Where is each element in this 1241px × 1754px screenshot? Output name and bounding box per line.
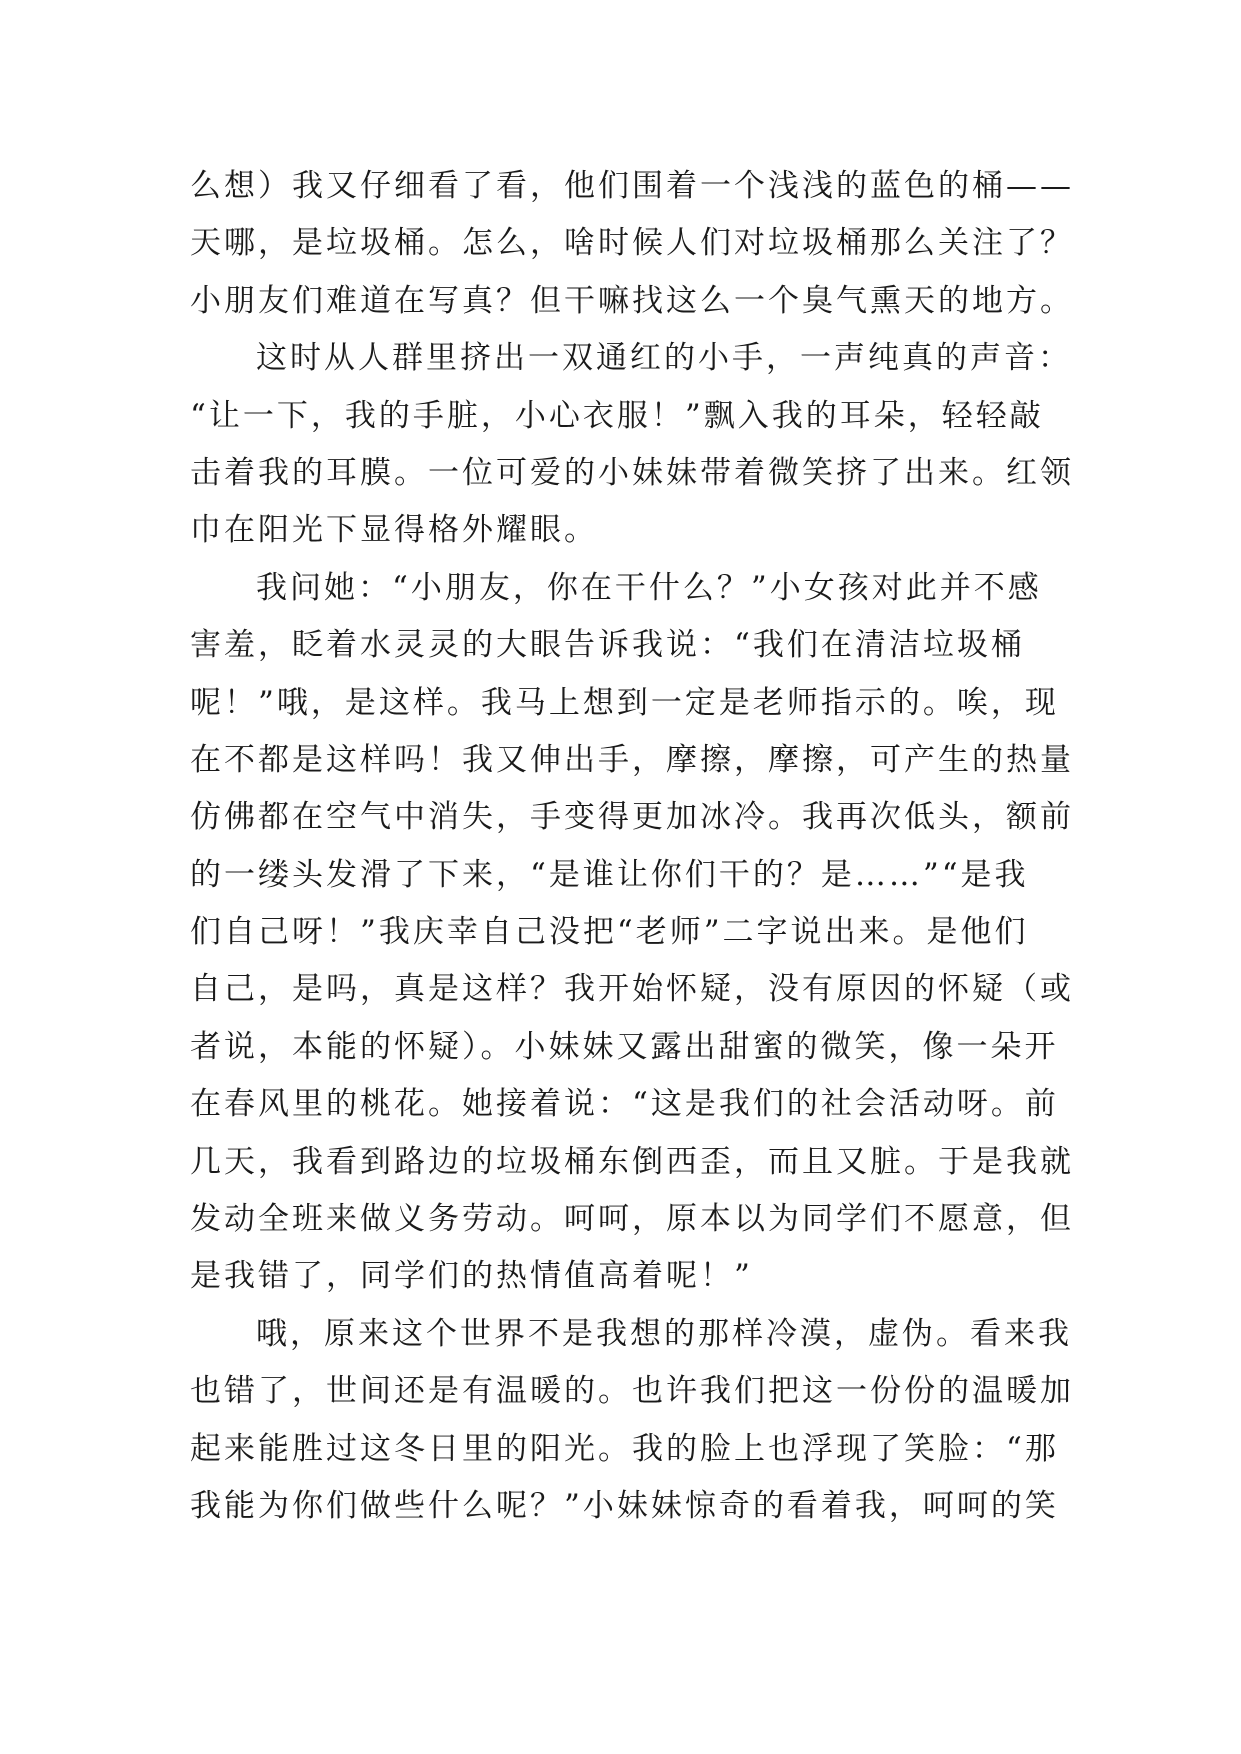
paragraph-start-line: 我问她：“小朋友，你在干什么？”小女孩对此并不感 (256, 569, 1042, 606)
text-line: 的一缕头发滑了下来，“是谁让你们干的？是……”“是我 (190, 856, 1029, 893)
text-line: 巾在阳光下显得格外耀眼。 (190, 512, 598, 549)
text-line: 仿佛都在空气中消失，手变得更加冰冷。我再次低头，额前 (190, 799, 1074, 836)
text-line: 击着我的耳膜。一位可爱的小妹妹带着微笑挤了出来。红领 (190, 454, 1074, 491)
text-line: 小朋友们难道在写真？但干嘛找这么一个臭气熏天的地方。 (190, 282, 1074, 319)
text-line: 起来能胜过这冬日里的阳光。我的脸上也浮现了笑脸：“那 (190, 1430, 1059, 1467)
text-line: 几天，我看到路边的垃圾桶东倒西歪，而且又脏。于是我就 (190, 1143, 1074, 1180)
text-line: 害羞，眨着水灵灵的大眼告诉我说：“我们在清洁垃圾桶 (190, 627, 1025, 664)
text-line: 呢！”哦，是这样。我马上想到一定是老师指示的。唉，现 (190, 684, 1059, 721)
text-line: 自己，是吗，真是这样？我开始怀疑，没有原因的怀疑（或 (190, 971, 1074, 1008)
body-text (190, 158, 1074, 1535)
text-line: 在春风里的桃花。她接着说：“这是我们的社会活动呀。前 (190, 1086, 1059, 1123)
text-line: 是我错了，同学们的热情值高着呢！” (190, 1258, 753, 1295)
text-line: 们自己呀！”我庆幸自己没把“老师”二字说出来。是他们 (190, 914, 1029, 951)
text-line: 么想）我又仔细看了看，他们围着一个浅浅的蓝色的桶—— (190, 168, 1074, 204)
paragraph-start-line: 哦，原来这个世界不是我想的那样冷漠，虚伪。看来我 (256, 1315, 1072, 1352)
text-line: 发动全班来做义务劳动。呵呵，原本以为同学们不愿意，但 (190, 1201, 1074, 1238)
text-line: 我能为你们做些什么呢？”小妹妹惊奇的看着我，呵呵的笑 (190, 1487, 1059, 1524)
text-line: 在不都是这样吗！我又伸出手，摩擦，摩擦，可产生的热量 (190, 741, 1074, 778)
paragraph-start-line: 这时从人群里挤出一双通红的小手，一声纯真的声音： (256, 340, 1072, 377)
text-line: “让一下，我的手脏，小心衣服！”飘入我的耳朵，轻轻敲 (190, 397, 1044, 434)
text-line: 也错了，世间还是有温暖的。也许我们把这一份份的温暖加 (190, 1373, 1074, 1410)
text-line: 天哪，是垃圾桶。怎么，啥时候人们对垃圾桶那么关注了？ (190, 225, 1074, 262)
text-line: 者说，本能的怀疑）。小妹妹又露出甜蜜的微笑，像一朵开 (190, 1028, 1059, 1065)
